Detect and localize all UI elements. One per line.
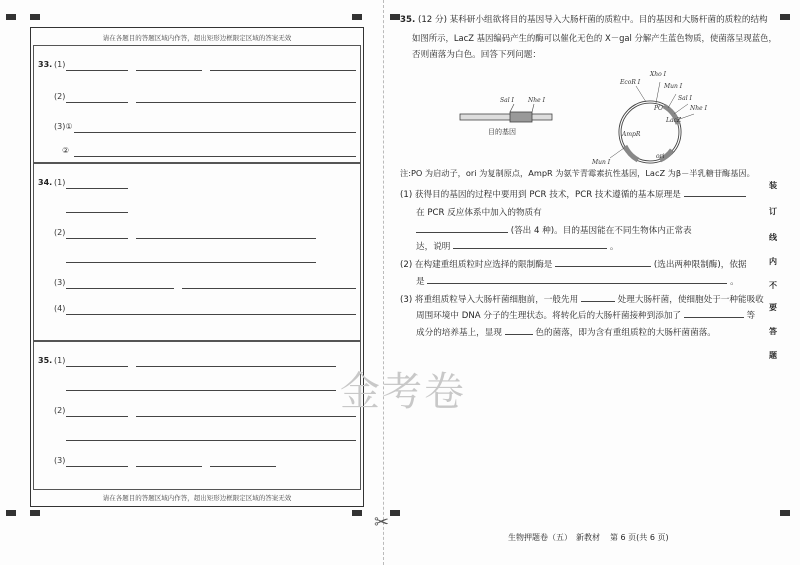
registration-mark <box>30 14 40 20</box>
plasmid-label: Sal Ⅰ <box>678 95 692 102</box>
answer-blank[interactable] <box>427 275 727 284</box>
part3-line3 <box>416 326 716 340</box>
question-number: 35. <box>38 356 53 365</box>
plasmid-label: PO <box>654 105 663 112</box>
part3-prompt: (3) 将重组质粒导入大肠杆菌细胞前，一般先用 <box>400 295 579 305</box>
target-gene-figure <box>460 97 552 136</box>
gene-plasmid-diagram <box>450 66 720 176</box>
cut-line <box>383 0 384 565</box>
answer-blank[interactable] <box>453 240 607 249</box>
registration-mark <box>780 510 790 516</box>
plasmid-label: Mun Ⅰ <box>664 83 683 90</box>
answer-line[interactable] <box>66 366 128 367</box>
plasmid-label: LacZ <box>666 117 682 124</box>
part2-line1 <box>400 258 747 272</box>
gene-site-label: Sal Ⅰ <box>500 97 514 104</box>
plasmid-label: Xho Ⅰ <box>650 71 667 78</box>
question-number: 35. <box>400 15 416 25</box>
plasmid-label: Nhe Ⅰ <box>690 105 707 112</box>
question-points: (12 分) <box>417 15 447 25</box>
sub-question-label: (3)① <box>54 122 73 131</box>
question-intro-line1 <box>400 13 768 27</box>
side-char: 答 <box>769 327 777 336</box>
part3-prompt: 色的菌落，即为含有重组质粒的大肠杆菌菌落。 <box>535 328 716 338</box>
part1-prompt: 达，说明 <box>416 242 451 252</box>
registration-mark <box>780 14 790 20</box>
part1-line4: 达，说明 。 <box>416 242 619 252</box>
part2-prompt: (2) 在构建重组质粒时应选择的限制酶是 <box>400 260 553 270</box>
part2-prompt: 是 <box>416 277 425 287</box>
side-char: 订 <box>769 207 777 216</box>
footer-page-number: 第 6 页(共 6 页) <box>610 533 669 542</box>
footer-title: 生物押题卷（五） <box>508 533 572 542</box>
question-number: 33. <box>38 60 53 69</box>
sub-question-label: (1) <box>54 60 66 69</box>
answer-blank[interactable] <box>684 188 746 197</box>
answer-sheet <box>30 27 364 507</box>
answer-line[interactable] <box>182 288 356 289</box>
answer-line[interactable] <box>66 314 356 315</box>
sub-question-label: (3) <box>54 278 66 287</box>
part1-prompt: 在 PCR 反应体系中加入的物质有 <box>416 208 542 218</box>
watermark: 金考卷 <box>340 369 466 415</box>
part1-prompt: (答出 4 种)。目的基因能在不同生物体内正常表 <box>510 226 692 236</box>
answer-line[interactable] <box>66 262 316 263</box>
question-text: 某科研小组欲将目的基因导入大肠杆菌的质粒中。目的基因和大肠杆菌的质粒的结构 <box>449 15 768 25</box>
footer-edition: 新教材 <box>576 533 600 542</box>
answer-line[interactable] <box>136 238 316 239</box>
answer-line[interactable] <box>66 102 128 103</box>
part1-line3 <box>416 224 692 238</box>
part3-line1 <box>400 293 764 307</box>
side-char: 要 <box>769 303 777 312</box>
registration-mark <box>390 14 400 20</box>
scissors-icon: ✂ <box>374 512 390 533</box>
registration-mark <box>30 510 40 516</box>
answer-notice-bottom: 请在各题目的答题区域内作答，超出矩形边框限定区域的答案无效 <box>102 494 292 502</box>
answer-line[interactable] <box>136 466 202 467</box>
part3-prompt: 处理大肠杆菌，使细胞处于一种能吸收 <box>617 295 764 305</box>
part3-prompt: 成分的培养基上，显现 <box>416 328 502 338</box>
answer-blank[interactable] <box>416 224 508 233</box>
question-intro-line3: 否则菌落为白色。回答下列问题： <box>412 50 541 60</box>
answer-line[interactable] <box>136 366 336 367</box>
diagram-note: 注:PO 为启动子，ori 为复制原点，AmpR 为氨苄青霉素抗性基因，LacZ 为β－半乳糖苷酶基因。 <box>400 168 755 178</box>
answer-line[interactable] <box>66 70 128 71</box>
side-char: 线 <box>769 233 777 242</box>
answer-notice-top: 请在各题目的答题区域内作答，超出矩形边框限定区域的答案无效 <box>102 34 292 42</box>
answer-block-q35 <box>33 341 361 490</box>
part3-prompt: 周围环境中 DNA 分子的生理状态。将转化后的大肠杆菌接种到添加了 <box>416 311 682 321</box>
part2-prompt: (选出两种限制酶)，依据 <box>653 260 747 270</box>
answer-line[interactable] <box>74 132 356 133</box>
plasmid-label: Mun Ⅰ <box>592 159 611 166</box>
sub-question-label: (3) <box>54 456 66 465</box>
answer-line[interactable] <box>210 70 356 71</box>
side-char: 装 <box>769 181 777 190</box>
part1-line2 <box>416 206 542 220</box>
answer-line[interactable] <box>210 466 276 467</box>
answer-blank[interactable] <box>505 326 533 335</box>
answer-line[interactable] <box>66 288 174 289</box>
answer-line[interactable] <box>66 238 128 239</box>
answer-line[interactable] <box>66 212 128 213</box>
plasmid-label: EcoR Ⅰ <box>620 79 641 86</box>
question-intro-line2: 如图所示，LacZ 基因编码产生的酶可以催化无色的 X－gal 分解产生蓝色物质，使菌落呈现蓝色， <box>412 33 777 43</box>
side-char: 内 <box>769 257 777 266</box>
plasmid-label: AmpR <box>622 131 641 138</box>
answer-line[interactable] <box>74 156 356 157</box>
answer-line[interactable] <box>66 416 128 417</box>
sub-question-label: ② <box>62 146 70 155</box>
side-char: 不 <box>769 281 777 290</box>
question-number: 34. <box>38 178 53 187</box>
answer-blank[interactable] <box>581 293 615 302</box>
answer-line[interactable] <box>66 466 128 467</box>
registration-mark <box>6 510 16 516</box>
sub-question-label: (4) <box>54 304 66 313</box>
answer-line[interactable] <box>66 188 128 189</box>
answer-line[interactable] <box>66 390 336 391</box>
part1-line1 <box>400 188 746 202</box>
answer-blank[interactable] <box>555 258 651 267</box>
side-char: 题 <box>769 351 777 360</box>
sub-question-label: (1) <box>54 178 66 187</box>
sub-question-label: (2) <box>54 92 66 101</box>
registration-mark <box>390 510 400 516</box>
answer-line[interactable] <box>136 102 356 103</box>
registration-mark <box>352 510 362 516</box>
plasmid-label: ori <box>656 153 665 160</box>
plasmid-figure <box>591 71 708 166</box>
answer-line[interactable] <box>136 416 356 417</box>
part3-line2 <box>416 309 755 323</box>
answer-blank[interactable] <box>684 309 744 318</box>
sub-question-label: (2) <box>54 406 66 415</box>
answer-line[interactable] <box>66 440 356 441</box>
answer-block-q34 <box>33 163 361 341</box>
gene-caption: 目的基因 <box>488 128 516 136</box>
part1-prompt: (1) 获得目的基因的过程中要用到 PCR 技术，PCR 技术遵循的基本原理是 <box>400 190 681 200</box>
part2-line2: 是 。 <box>416 277 739 287</box>
answer-block-q33 <box>33 45 361 163</box>
sub-question-label: (2) <box>54 228 66 237</box>
registration-mark <box>6 14 16 20</box>
part3-prompt: 等 <box>746 311 756 321</box>
answer-line[interactable] <box>136 70 202 71</box>
gene-site-label: Nhe Ⅰ <box>528 97 545 104</box>
registration-mark <box>352 14 362 20</box>
sub-question-label: (1) <box>54 356 66 365</box>
